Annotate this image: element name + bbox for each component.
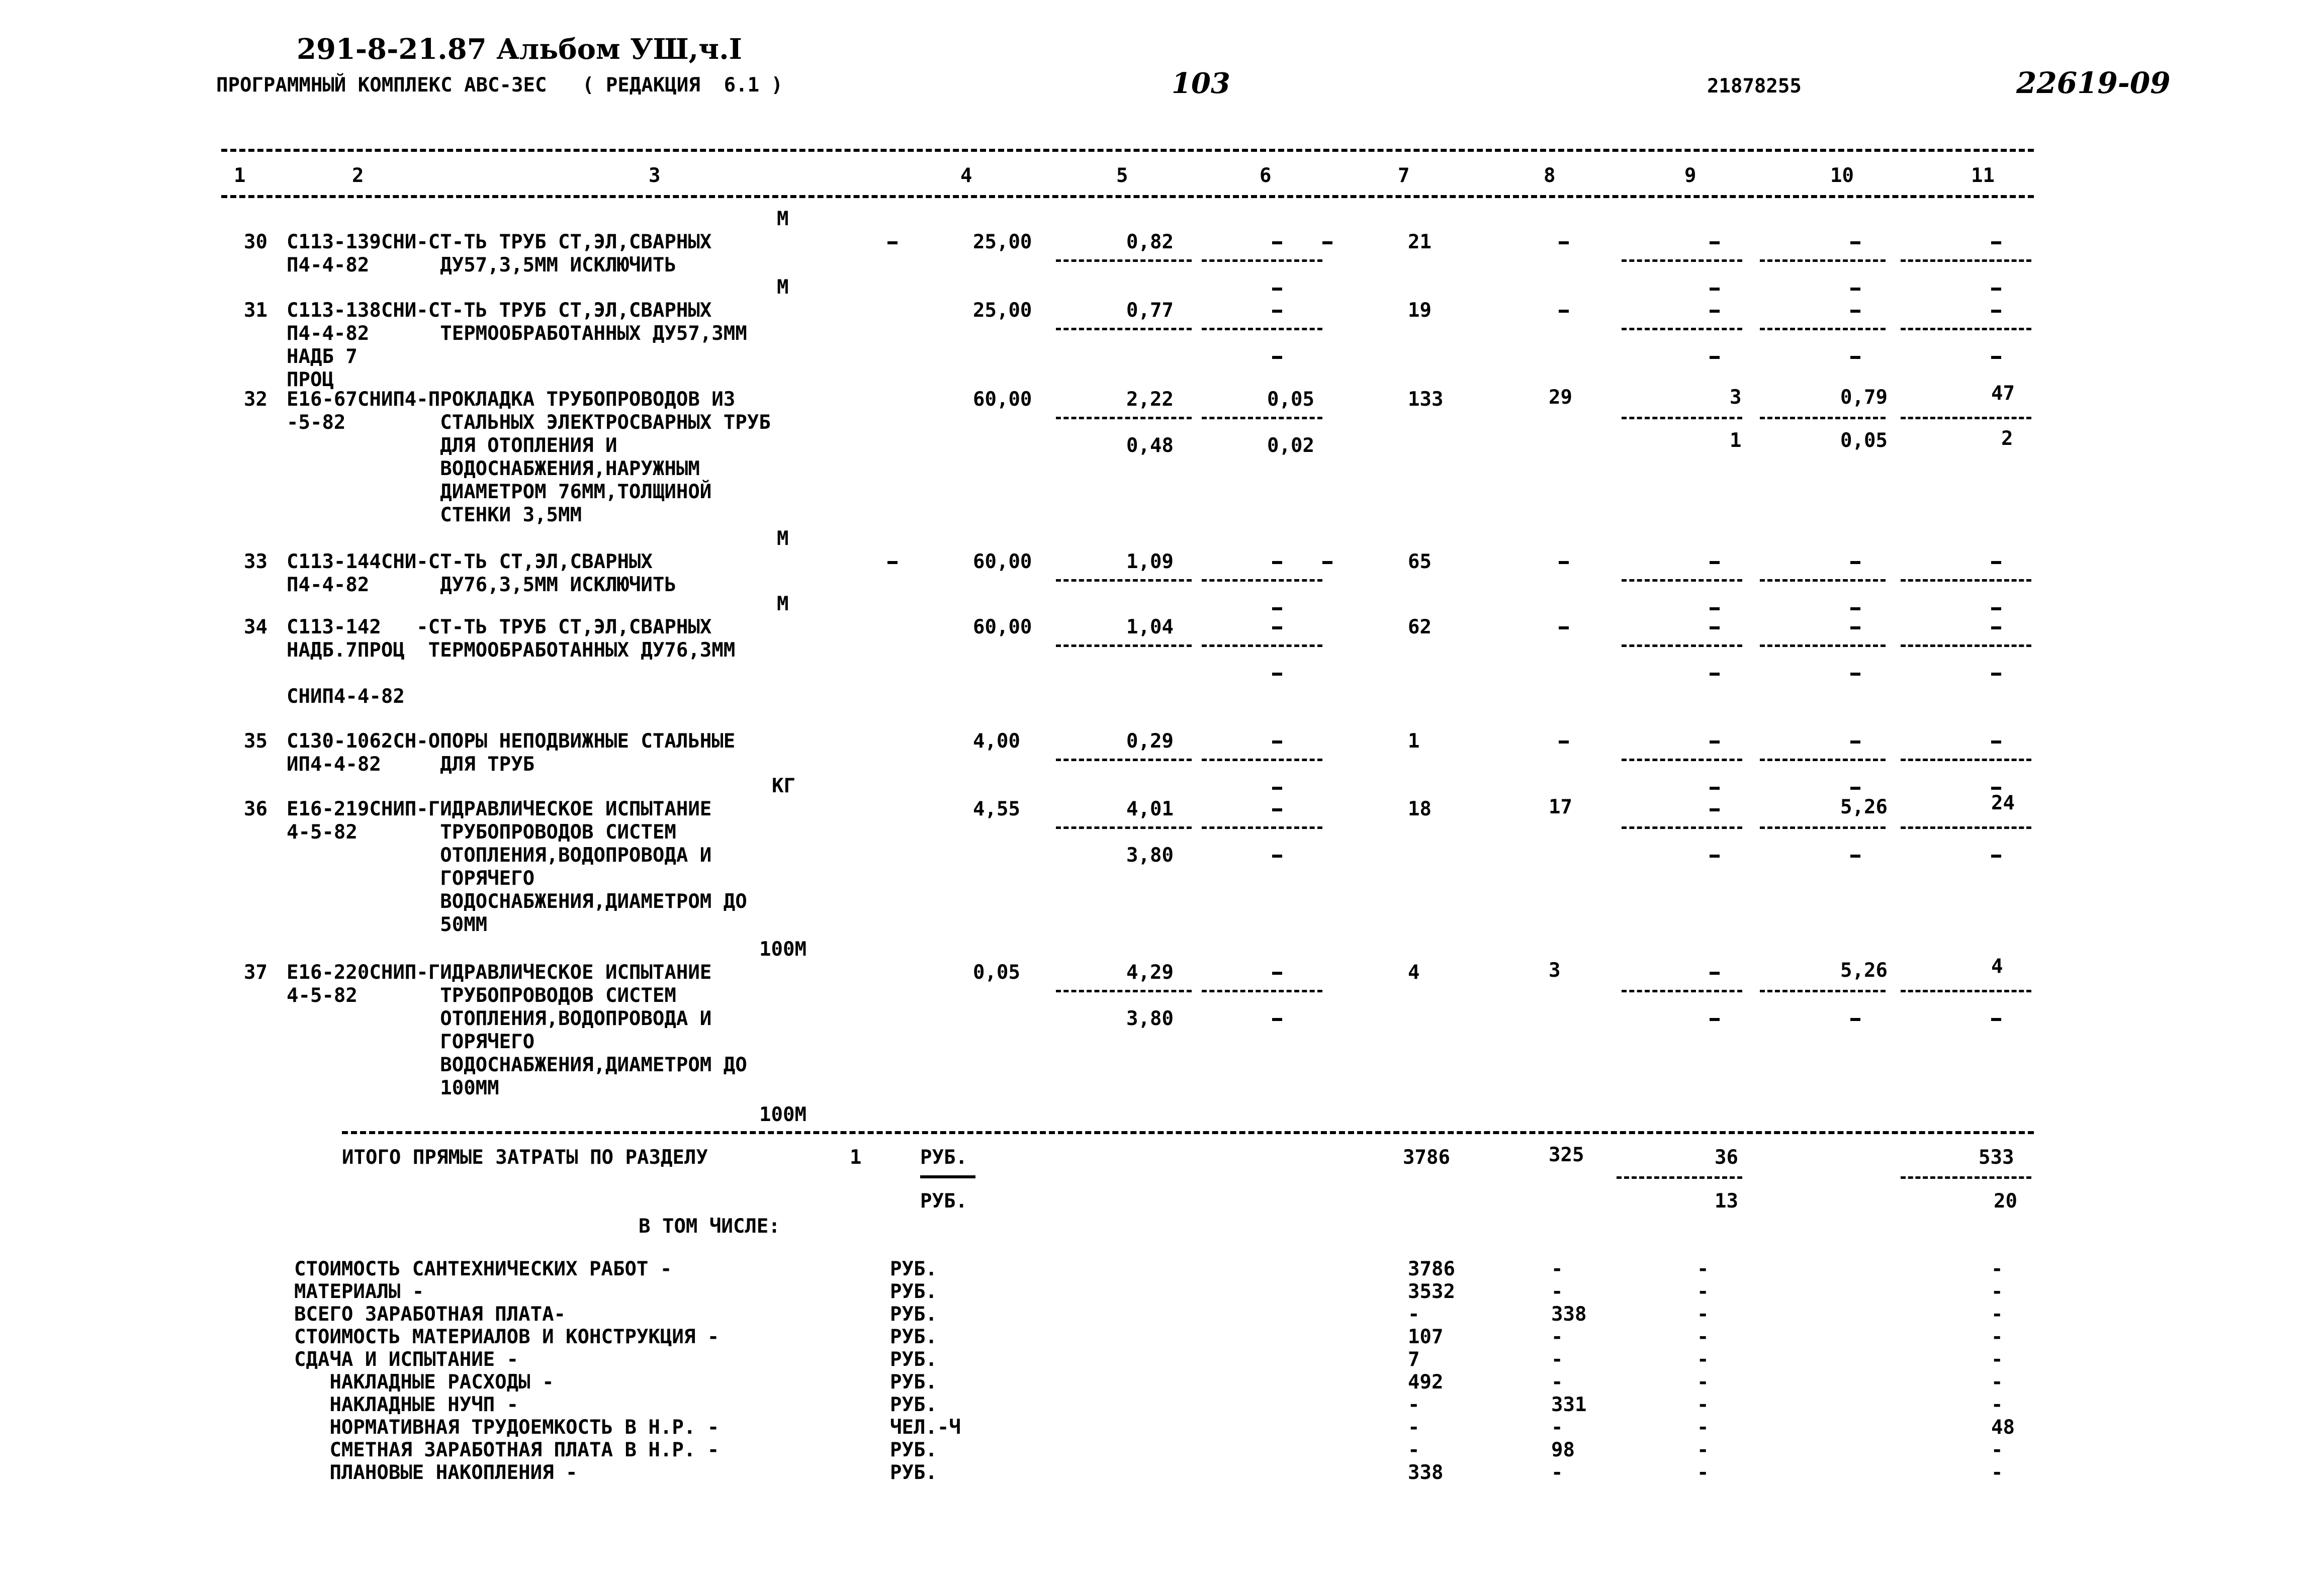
row-col5-sub: 0,48 xyxy=(1126,434,1174,457)
rule-col6 xyxy=(1202,579,1322,582)
row-col5: 0,29 xyxy=(1126,730,1174,753)
summary-label: ВСЕГО ЗАРАБОТНАЯ ПЛАТА- xyxy=(294,1303,566,1326)
summary-col11: - xyxy=(1991,1326,2003,1348)
column-header-11: 11 xyxy=(1971,164,1995,187)
column-header-3: 3 xyxy=(649,164,661,187)
rule-col9 xyxy=(1622,417,1742,419)
summary-unit: РУБ. xyxy=(890,1461,937,1484)
row-text-line-5: ВОДОСНАБЖЕНИЯ,ДИАМЕТРОМ ДО xyxy=(287,890,747,913)
row-text-line-1: Е16-67СНИП4-ПРОКЛАДКА ТРУБОПРОВОДОВ ИЗ xyxy=(287,388,736,411)
rule-col6 xyxy=(1202,759,1322,761)
summary-col7: - xyxy=(1408,1394,1420,1416)
rule-col10 xyxy=(1760,259,1886,262)
row-col10-sub: 0,05 xyxy=(1840,429,1888,452)
row-col5: 1,04 xyxy=(1126,616,1174,638)
column-header-8: 8 xyxy=(1544,164,1556,187)
summary-unit: РУБ. xyxy=(890,1280,937,1303)
row-text-line-1: С130-1062СН-ОПОРЫ НЕПОДВИЖНЫЕ СТАЛЬНЫЕ xyxy=(287,730,736,753)
row-col8: 3 xyxy=(1549,959,1561,982)
row-col10-sub-dash xyxy=(1850,356,1860,359)
row-col6-dash xyxy=(1272,561,1282,564)
summary-label: НАКЛАДНЫЕ НУЧП - xyxy=(294,1394,519,1416)
row-col10-dash xyxy=(1850,626,1860,629)
summary-col9: - xyxy=(1697,1371,1709,1394)
row-col11-sub-dash xyxy=(1991,356,2001,359)
row-col11-sub: 2 xyxy=(2001,427,2013,450)
rule-col6 xyxy=(1202,417,1322,419)
row-unit: 100М xyxy=(759,938,807,961)
rule-col5 xyxy=(1056,759,1192,761)
column-header-2: 2 xyxy=(352,164,364,187)
row-col6-dash xyxy=(1272,972,1282,975)
row-col6-extra-dash xyxy=(1322,241,1332,244)
row-col10: 5,26 xyxy=(1840,796,1888,818)
total-unit-2: РУБ. xyxy=(920,1190,967,1213)
row-quantity: 60,00 xyxy=(973,616,1032,638)
row-col10-dash xyxy=(1850,740,1860,744)
row-text-line-2: П4-4-82 ТЕРМООБРАБОТАННЫХ ДУ57,3ММ xyxy=(287,322,747,345)
rule-col11 xyxy=(1901,579,2031,582)
summary-label: НАКЛАДНЫЕ РАСХОДЫ - xyxy=(294,1371,554,1394)
row-col6-dash xyxy=(1272,310,1282,313)
stamp-number: 22619-09 xyxy=(2016,66,2171,100)
row-col9-dash xyxy=(1710,740,1720,744)
row-col6-sub-dash xyxy=(1272,1018,1282,1021)
rule-col10 xyxy=(1760,644,1886,647)
row-col9-sub-dash xyxy=(1710,288,1720,291)
rule-col6 xyxy=(1202,990,1322,992)
rule-col9 xyxy=(1622,826,1742,829)
row-text-line-1: Е16-220СНИП-ГИДРАВЛИЧЕСКОЕ ИСПЫТАНИЕ xyxy=(287,961,712,984)
rule-col10 xyxy=(1760,579,1886,582)
row-col11-dash xyxy=(1991,626,2001,629)
summary-col11: - xyxy=(1991,1461,2003,1484)
row-col9-dash xyxy=(1710,808,1720,811)
row-text-line-2: -5-82 СТАЛЬНЫХ ЭЛЕКТРОСВАРНЫХ ТРУБ xyxy=(287,411,771,434)
rule-col5 xyxy=(1056,417,1192,419)
row-number: 30 xyxy=(244,231,267,253)
summary-col7: 338 xyxy=(1408,1461,1444,1484)
row-col7: 19 xyxy=(1408,299,1432,322)
column-header-7: 7 xyxy=(1398,164,1410,187)
row-col6-dash xyxy=(1272,808,1282,811)
row-number: 35 xyxy=(244,730,267,753)
summary-col9: - xyxy=(1697,1303,1709,1326)
row-text-line-4: ВОДОСНАБЖЕНИЯ,НАРУЖНЫМ xyxy=(287,457,700,480)
row-text-line-2: П4-4-82 ДУ76,3,5ММ ИСКЛЮЧИТЬ xyxy=(287,574,676,596)
row-text-line-3: ОТОПЛЕНИЯ,ВОДОПРОВОДА И xyxy=(287,844,712,867)
row-col7: 133 xyxy=(1408,388,1444,411)
summary-col8: - xyxy=(1551,1371,1563,1394)
row-text-line-5: ВОДОСНАБЖЕНИЯ,ДИАМЕТРОМ ДО xyxy=(287,1054,747,1076)
row-col5: 2,22 xyxy=(1126,388,1174,411)
summary-col7: 3786 xyxy=(1408,1258,1455,1280)
rule-col10 xyxy=(1760,759,1886,761)
summary-unit: РУБ. xyxy=(890,1439,937,1461)
total-col9-sub: 13 xyxy=(1715,1190,1738,1213)
row-col10: 0,79 xyxy=(1840,386,1888,409)
rule-col9 xyxy=(1622,328,1742,330)
summary-col8: 338 xyxy=(1551,1303,1587,1326)
summary-unit: РУБ. xyxy=(890,1303,937,1326)
row-col8-dash xyxy=(1559,241,1569,244)
total-label: ИТОГО ПРЯМЫЕ ЗАТРАТЫ ПО РАЗДЕЛУ xyxy=(342,1146,708,1169)
row-col5-sub: 3,80 xyxy=(1126,1007,1174,1030)
summary-col11: 48 xyxy=(1991,1416,2015,1439)
row-col11-dash xyxy=(1991,740,2001,744)
row-col6-sub: 0,02 xyxy=(1267,434,1314,457)
row-col10-dash xyxy=(1850,310,1860,313)
row-quantity: 25,00 xyxy=(973,231,1032,253)
summary-label: СТОИМОСТЬ МАТЕРИАЛОВ И КОНСТРУКЦИЯ - xyxy=(294,1326,720,1348)
rule-col5 xyxy=(1056,328,1192,330)
row-col10-sub-dash xyxy=(1850,607,1860,610)
row-col6-sub-dash xyxy=(1272,673,1282,676)
row-col10-sub-dash xyxy=(1850,787,1860,790)
row-col10-sub-dash xyxy=(1850,673,1860,676)
summary-col7: - xyxy=(1408,1416,1420,1439)
row-col11-dash xyxy=(1991,241,2001,244)
summary-col9: - xyxy=(1697,1461,1709,1484)
column-header-10: 10 xyxy=(1830,164,1854,187)
row-col6-sub-dash xyxy=(1272,787,1282,790)
row-col9-sub-dash xyxy=(1710,787,1720,790)
rule-col5 xyxy=(1056,579,1192,582)
rule-col9 xyxy=(1622,759,1742,761)
row-text-line-2: П4-4-82 ДУ57,3,5ММ ИСКЛЮЧИТЬ xyxy=(287,254,676,276)
album-title: 291-8-21.87 Альбом УШ,ч.I xyxy=(297,33,742,66)
row-number: 34 xyxy=(244,616,267,638)
row-quantity: 60,00 xyxy=(973,550,1032,573)
summary-col11: - xyxy=(1991,1371,2003,1394)
summary-col7: 7 xyxy=(1408,1348,1420,1371)
summary-col8: - xyxy=(1551,1280,1563,1303)
row-col7: 21 xyxy=(1408,231,1432,253)
row-col11-sub-dash xyxy=(1991,1018,2001,1021)
rule-col5 xyxy=(1056,259,1192,262)
including-label: В ТОМ ЧИСЛЕ: xyxy=(639,1215,780,1238)
summary-col9: - xyxy=(1697,1416,1709,1439)
row-number: 33 xyxy=(244,550,267,573)
summary-label: НОРМАТИВНАЯ ТРУДОЕМКОСТЬ В Н.Р. - xyxy=(294,1416,720,1439)
column-header-1: 1 xyxy=(234,164,246,187)
row-col9-dash xyxy=(1710,561,1720,564)
row-col7: 18 xyxy=(1408,798,1432,820)
rule-col6 xyxy=(1202,259,1322,262)
row-text-line-2: 4-5-82 ТРУБОПРОВОДОВ СИСТЕМ xyxy=(287,821,676,844)
row-col5: 0,77 xyxy=(1126,299,1174,322)
summary-col9: - xyxy=(1697,1348,1709,1371)
row-col8-dash xyxy=(1559,561,1569,564)
row-number: 37 xyxy=(244,961,267,984)
row-unit: КГ xyxy=(772,775,795,797)
row-col11-dash xyxy=(1991,310,2001,313)
row-col6-dash xyxy=(1272,241,1282,244)
row-text-line-2: ИП4-4-82 ДЛЯ ТРУБ xyxy=(287,753,535,776)
summary-col9: - xyxy=(1697,1258,1709,1280)
rule-col6 xyxy=(1202,644,1322,647)
summary-col7: 492 xyxy=(1408,1371,1444,1394)
row-quantity: 4,55 xyxy=(973,798,1020,820)
total-col11: 533 xyxy=(1979,1146,2014,1169)
row-text-line-3: ДЛЯ ОТОПЛЕНИЯ И xyxy=(287,434,617,457)
summary-col9: - xyxy=(1697,1326,1709,1348)
rule-col11 xyxy=(1901,328,2031,330)
row-quantity: 25,00 xyxy=(973,299,1032,322)
row-text-line-1: С113-144СНИ-СТ-ТЬ СТ,ЭЛ,СВАРНЫХ xyxy=(287,550,653,573)
rule-col5 xyxy=(1056,644,1192,647)
row-col9-dash xyxy=(1710,310,1720,313)
total-section: 1 xyxy=(850,1146,862,1169)
summary-col11: - xyxy=(1991,1303,2003,1326)
row-quantity: 0,05 xyxy=(973,961,1020,984)
summary-label: СДАЧА И ИСПЫТАНИЕ - xyxy=(294,1348,519,1371)
row-col9-sub-dash xyxy=(1710,607,1720,610)
summary-col7: 107 xyxy=(1408,1326,1444,1348)
row-col10-sub-dash xyxy=(1850,855,1860,858)
row-text-line-3: НАДБ 7 xyxy=(287,345,357,368)
summary-label: СТОИМОСТЬ САНТЕХНИЧЕСКИХ РАБОТ - xyxy=(294,1258,672,1280)
row-col8-dash xyxy=(1559,740,1569,744)
summary-col7: - xyxy=(1408,1303,1420,1326)
summary-label: ПЛАНОВЫЕ НАКОПЛЕНИЯ - xyxy=(294,1461,578,1484)
summary-col9: - xyxy=(1697,1280,1709,1303)
row-col9-dash xyxy=(1710,626,1720,629)
row-col11-dash xyxy=(1991,561,2001,564)
column-header-6: 6 xyxy=(1260,164,1272,187)
row-col11: 47 xyxy=(1991,382,2015,405)
summary-col9: - xyxy=(1697,1439,1709,1461)
summary-col7: 3532 xyxy=(1408,1280,1455,1303)
row-text-line-6: 50ММ xyxy=(287,913,488,936)
rule-col10 xyxy=(1760,328,1886,330)
row-col11-sub-dash xyxy=(1991,787,2001,790)
rule-header xyxy=(221,195,2034,198)
row-col9-dash xyxy=(1710,241,1720,244)
row-col4-dash xyxy=(887,561,898,564)
row-col6-sub-dash xyxy=(1272,356,1282,359)
summary-unit: ЧЕЛ.-Ч xyxy=(890,1416,961,1439)
row-col11-sub-dash xyxy=(1991,673,2001,676)
row-col9-sub-dash xyxy=(1710,673,1720,676)
row-col5: 4,01 xyxy=(1126,798,1174,820)
row-text-line-4: ГОРЯЧЕГО xyxy=(287,867,535,890)
rule-col11 xyxy=(1901,417,2031,419)
rule-total xyxy=(342,1131,2034,1134)
row-number: 31 xyxy=(244,299,267,322)
summary-col8: - xyxy=(1551,1461,1563,1484)
summary-unit: РУБ. xyxy=(890,1258,937,1280)
summary-unit: РУБ. xyxy=(890,1348,937,1371)
summary-unit: РУБ. xyxy=(890,1394,937,1416)
row-text-line-1: С113-138СНИ-СТ-ТЬ ТРУБ СТ,ЭЛ,СВАРНЫХ xyxy=(287,299,712,322)
row-text-line-1: Е16-219СНИП-ГИДРАВЛИЧЕСКОЕ ИСПЫТАНИЕ xyxy=(287,798,712,820)
summary-col11: - xyxy=(1991,1258,2003,1280)
row-col10-sub-dash xyxy=(1850,288,1860,291)
row-text-line-5: ДИАМЕТРОМ 76ММ,ТОЛЩИНОЙ xyxy=(287,481,712,503)
rule-col10 xyxy=(1760,417,1886,419)
summary-label: МАТЕРИАЛЫ - xyxy=(294,1280,424,1303)
row-col4-dash xyxy=(887,241,898,244)
row-text-line-4: ГОРЯЧЕГО xyxy=(287,1031,535,1053)
summary-col9: - xyxy=(1697,1394,1709,1416)
row-text-line-1: С113-142 -СТ-ТЬ ТРУБ СТ,ЭЛ,СВАРНЫХ xyxy=(287,616,712,638)
row-col7: 4 xyxy=(1408,961,1420,984)
row-col6: 0,05 xyxy=(1267,388,1314,411)
rule-col9 xyxy=(1622,990,1742,992)
row-col8: 17 xyxy=(1549,796,1572,818)
row-number: 36 xyxy=(244,798,267,820)
total-col11-sub: 20 xyxy=(1994,1190,2017,1213)
rule-col10 xyxy=(1760,990,1886,992)
summary-col11: - xyxy=(1991,1348,2003,1371)
row-col7: 62 xyxy=(1408,616,1432,638)
row-col11: 24 xyxy=(1991,792,2015,814)
row-col7: 65 xyxy=(1408,550,1432,573)
summary-col8: - xyxy=(1551,1348,1563,1371)
program-name: ПРОГРАММНЫЙ КОМПЛЕКС АВС-3ЕС ( РЕДАКЦИЯ 6.1 ) xyxy=(216,74,783,97)
total-col9: 36 xyxy=(1715,1146,1738,1169)
summary-col11: - xyxy=(1991,1280,2003,1303)
row-col8-dash xyxy=(1559,310,1569,313)
row-col10-sub-dash xyxy=(1850,1018,1860,1021)
row-quantity: 60,00 xyxy=(973,388,1032,411)
row-col6-extra-dash xyxy=(1322,561,1332,564)
row-col11: 4 xyxy=(1991,955,2003,978)
summary-col8: - xyxy=(1551,1416,1563,1439)
summary-col8: 98 xyxy=(1551,1439,1575,1461)
summary-col7: - xyxy=(1408,1439,1420,1461)
row-col6-dash xyxy=(1272,740,1282,744)
row-unit: М xyxy=(777,276,789,299)
total-col8: 325 xyxy=(1549,1144,1584,1166)
rule-col6 xyxy=(1202,328,1322,330)
row-col6-dash xyxy=(1272,626,1282,629)
row-number: 32 xyxy=(244,388,267,411)
column-header-9: 9 xyxy=(1684,164,1696,187)
row-text-line-3: ОТОПЛЕНИЯ,ВОДОПРОВОДА И xyxy=(287,1007,712,1030)
summary-col8: - xyxy=(1551,1326,1563,1348)
rule-top xyxy=(221,149,2034,152)
summary-col8: - xyxy=(1551,1258,1563,1280)
row-col5: 4,29 xyxy=(1126,961,1174,984)
rule-col11 xyxy=(1901,990,2031,992)
row-col9-sub-dash xyxy=(1710,1018,1720,1021)
summary-col11: - xyxy=(1991,1394,2003,1416)
summary-unit: РУБ. xyxy=(890,1326,937,1348)
summary-col8: 331 xyxy=(1551,1394,1587,1416)
row-text-line-3: СНИП4-4-82 xyxy=(287,685,405,708)
row-col5: 1,09 xyxy=(1126,550,1174,573)
row-col8: 29 xyxy=(1549,386,1572,409)
row-col6-sub-dash xyxy=(1272,288,1282,291)
row-text-line-1: С113-139СНИ-СТ-ТЬ ТРУБ СТ,ЭЛ,СВАРНЫХ xyxy=(287,231,712,253)
row-col9-sub: 1 xyxy=(1730,429,1742,452)
summary-col11: - xyxy=(1991,1439,2003,1461)
summary-label: СМЕТНАЯ ЗАРАБОТНАЯ ПЛАТА В Н.Р. - xyxy=(294,1439,720,1461)
row-col5: 0,82 xyxy=(1126,231,1174,253)
rule-col11 xyxy=(1901,759,2031,761)
rule-col9 xyxy=(1622,644,1742,647)
row-col10-dash xyxy=(1850,241,1860,244)
rule-col11 xyxy=(1901,259,2031,262)
row-text-line-6: 100ММ xyxy=(287,1077,499,1099)
row-col11-sub-dash xyxy=(1991,288,2001,291)
tail-unit: 100М xyxy=(759,1103,807,1126)
row-col10: 5,26 xyxy=(1840,959,1888,982)
row-col9: 3 xyxy=(1730,386,1742,409)
row-unit: М xyxy=(777,593,789,615)
row-text-line-4: ПРОЦ xyxy=(287,368,334,391)
row-col9-sub-dash xyxy=(1710,855,1720,858)
row-col11-sub-dash xyxy=(1991,607,2001,610)
document-code: 21878255 xyxy=(1707,75,1802,98)
row-col11-sub-dash xyxy=(1991,855,2001,858)
row-col7: 1 xyxy=(1408,730,1420,753)
row-text-line-2: 4-5-82 ТРУБОПРОВОДОВ СИСТЕМ xyxy=(287,984,676,1007)
row-col6-sub-dash xyxy=(1272,855,1282,858)
column-header-4: 4 xyxy=(960,164,972,187)
row-quantity: 4,00 xyxy=(973,730,1020,753)
row-text-line-2: НАДБ.7ПРОЦ ТЕРМООБРАБОТАННЫХ ДУ76,3ММ xyxy=(287,639,736,662)
summary-unit: РУБ. xyxy=(890,1371,937,1394)
rule-col9 xyxy=(1622,259,1742,262)
rule-col9 xyxy=(1622,579,1742,582)
row-unit: М xyxy=(777,208,789,230)
column-header-5: 5 xyxy=(1116,164,1128,187)
rule-col6 xyxy=(1202,826,1322,829)
row-col9-dash xyxy=(1710,972,1720,975)
rule-col10 xyxy=(1760,826,1886,829)
rule-col5 xyxy=(1056,990,1192,992)
row-unit: М xyxy=(777,527,789,550)
rule-col5 xyxy=(1056,826,1192,829)
row-col8-dash xyxy=(1559,626,1569,629)
row-col10-dash xyxy=(1850,561,1860,564)
total-unit-1: РУБ. xyxy=(920,1146,967,1169)
rule-col11 xyxy=(1901,826,2031,829)
row-text-line-6: СТЕНКИ 3,5ММ xyxy=(287,504,582,526)
total-col7: 3786 xyxy=(1403,1146,1450,1169)
rule-col11 xyxy=(1901,644,2031,647)
row-col6-sub-dash xyxy=(1272,607,1282,610)
row-col5-sub: 3,80 xyxy=(1126,844,1174,867)
row-col9-sub-dash xyxy=(1710,356,1720,359)
page-number: 103 xyxy=(1172,67,1230,100)
